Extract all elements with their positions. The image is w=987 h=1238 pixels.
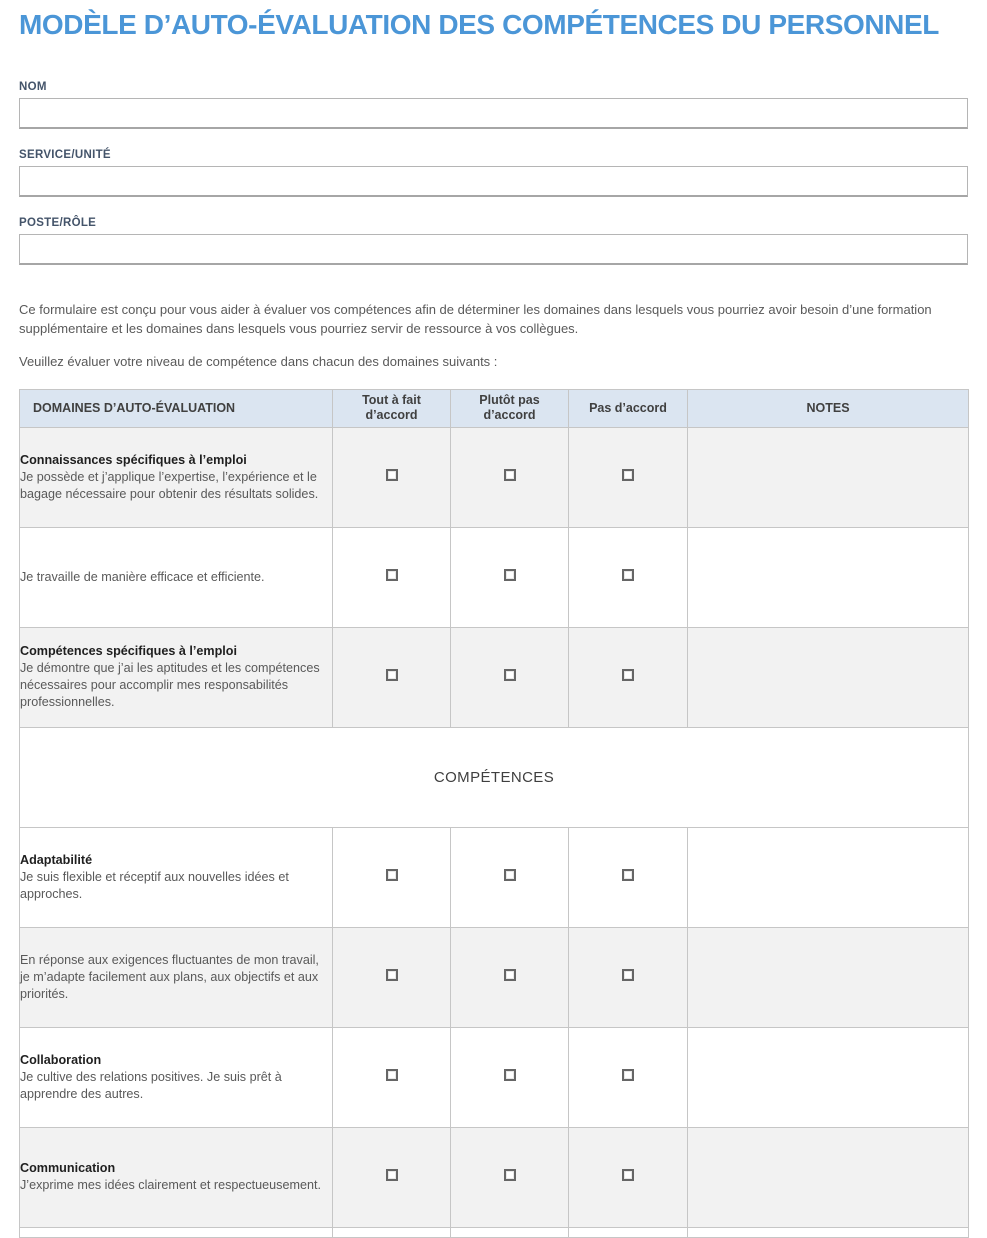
rating-cell-pas-daccord (569, 1027, 688, 1127)
checkbox-tout-a-fait-daccord[interactable] (386, 869, 398, 881)
domain-description: J’exprime mes idées clairement et respectueusement. (20, 1178, 321, 1193)
domain-title: Connaissances spécifiques à l’emploi (20, 452, 247, 467)
domain-cell (20, 427, 333, 527)
checkbox-plutot-pas-daccord[interactable] (504, 869, 516, 881)
domain-cell (20, 527, 333, 627)
checkbox-plutot-pas-daccord[interactable] (504, 969, 516, 981)
checkbox-tout-a-fait-daccord[interactable] (386, 969, 398, 981)
table-body (20, 427, 969, 1237)
rating-cell-pas-daccord (569, 427, 688, 527)
notes-cell[interactable] (688, 427, 969, 527)
domain-cell (20, 627, 333, 727)
notes-cell[interactable] (688, 1127, 969, 1227)
intro-paragraph-1: Ce formulaire est conçu pour vous aider à évaluer vos compétences afin de déterminer les domaines dans lesquels vous pourriez avoir besoin d’une formation supplémentaire et les domaines dans lesquels vous pourriez servir de ressource à vos collègues. (19, 301, 932, 336)
table-row (20, 1027, 969, 1127)
rating-cell-plutot-pas-daccord (451, 427, 569, 527)
checkbox-plutot-pas-daccord[interactable] (504, 569, 516, 581)
service-unite-label: SERVICE/UNITÉ (19, 148, 111, 161)
table-row (20, 1227, 969, 1237)
intro-paragraph-2: Veuillez évaluer votre niveau de compétence dans chacun des domaines suivants : (19, 353, 498, 369)
service-unite-input[interactable] (19, 166, 968, 197)
rating-cell-pas-daccord (569, 1227, 688, 1237)
rating-cell-tout-a-fait-daccord (333, 927, 451, 1027)
domain-cell (20, 1227, 333, 1237)
page-title: MODÈLE D’AUTO-ÉVALUATION DES COMPÉTENCES DU PERSONNEL (19, 9, 939, 40)
rating-cell-pas-daccord (569, 527, 688, 627)
notes-cell[interactable] (688, 827, 969, 927)
domain-description: Je suis flexible et réceptif aux nouvelles idées et approches. (20, 869, 289, 901)
checkbox-pas-daccord[interactable] (622, 969, 634, 981)
rating-cell-plutot-pas-daccord (451, 527, 569, 627)
column-header-notes: NOTES (688, 389, 969, 427)
intro-text (19, 300, 968, 371)
domain-cell (20, 1027, 333, 1127)
rating-cell-plutot-pas-daccord (451, 927, 569, 1027)
checkbox-pas-daccord[interactable] (622, 869, 634, 881)
table-header-row (20, 389, 969, 427)
domain-cell (20, 1127, 333, 1227)
checkbox-pas-daccord[interactable] (622, 1069, 634, 1081)
rating-cell-plutot-pas-daccord (451, 627, 569, 727)
rating-cell-pas-daccord (569, 1127, 688, 1227)
domain-description: Je cultive des relations positives. Je suis prêt à apprendre des autres. (20, 1069, 282, 1101)
rating-cell-tout-a-fait-daccord (333, 1027, 451, 1127)
notes-cell[interactable] (688, 1027, 969, 1127)
domain-cell (20, 927, 333, 1027)
column-header-tout-a-fait-daccord: Tout à fait d’accord (333, 389, 451, 427)
rating-cell-pas-daccord (569, 627, 688, 727)
column-header-pas-daccord: Pas d’accord (569, 389, 688, 427)
evaluation-table (19, 389, 969, 1238)
checkbox-plutot-pas-daccord[interactable] (504, 1069, 516, 1081)
table-row (20, 827, 969, 927)
checkbox-tout-a-fait-daccord[interactable] (386, 469, 398, 481)
notes-cell[interactable] (688, 927, 969, 1027)
checkbox-tout-a-fait-daccord[interactable] (386, 1169, 398, 1181)
notes-cell[interactable] (688, 527, 969, 627)
domain-title: Adaptabilité (20, 852, 93, 867)
field-poste-role (19, 217, 968, 265)
checkbox-pas-daccord[interactable] (622, 569, 634, 581)
domain-title: Collaboration (20, 1052, 102, 1067)
poste-role-input[interactable] (19, 234, 968, 265)
rating-cell-tout-a-fait-daccord (333, 627, 451, 727)
field-nom (19, 81, 968, 129)
table-row (20, 427, 969, 527)
rating-cell-tout-a-fait-daccord (333, 1227, 451, 1237)
section-row (20, 727, 969, 827)
column-header-domaines: DOMAINES D’AUTO-ÉVALUATION (20, 389, 333, 427)
rating-cell-tout-a-fait-daccord (333, 427, 451, 527)
form-page (0, 8, 987, 1238)
checkbox-pas-daccord[interactable] (622, 469, 634, 481)
table-row (20, 927, 969, 1027)
rating-cell-plutot-pas-daccord (451, 1027, 569, 1127)
domain-description: Je démontre que j’ai les aptitudes et les compétences nécessaires pour accomplir mes responsabilités professionnelles. (20, 661, 320, 710)
rating-cell-plutot-pas-daccord (451, 1227, 569, 1237)
checkbox-tout-a-fait-daccord[interactable] (386, 669, 398, 681)
checkbox-plutot-pas-daccord[interactable] (504, 669, 516, 681)
checkbox-tout-a-fait-daccord[interactable] (386, 1069, 398, 1081)
domain-cell (20, 827, 333, 927)
checkbox-pas-daccord[interactable] (622, 669, 634, 681)
column-header-plutot-pas-daccord: Plutôt pas d’accord (451, 389, 569, 427)
domain-description: Je possède et j’applique l’expertise, l’expérience et le bagage nécessaire pour obtenir des résultats solides. (20, 469, 319, 501)
table-row (20, 627, 969, 727)
nom-input[interactable] (19, 98, 968, 129)
poste-role-label: POSTE/RÔLE (19, 216, 97, 229)
rating-cell-tout-a-fait-daccord (333, 527, 451, 627)
field-service-unite (19, 149, 968, 197)
notes-cell[interactable] (688, 627, 969, 727)
checkbox-tout-a-fait-daccord[interactable] (386, 569, 398, 581)
table-row (20, 527, 969, 627)
checkbox-plutot-pas-daccord[interactable] (504, 1169, 516, 1181)
domain-title: Compétences spécifiques à l’emploi (20, 644, 237, 659)
section-header: COMPÉTENCES (20, 727, 969, 827)
domain-description: Je travaille de manière efficace et efficiente. (20, 569, 265, 584)
nom-label: NOM (19, 80, 47, 93)
rating-cell-tout-a-fait-daccord (333, 827, 451, 927)
rating-cell-plutot-pas-daccord (451, 827, 569, 927)
checkbox-plutot-pas-daccord[interactable] (504, 469, 516, 481)
table-row (20, 1127, 969, 1227)
domain-description: En réponse aux exigences fluctuantes de mon travail, je m’adapte facilement aux plans, aux objectifs et aux priorités. (20, 952, 319, 1001)
rating-cell-plutot-pas-daccord (451, 1127, 569, 1227)
checkbox-pas-daccord[interactable] (622, 1169, 634, 1181)
notes-cell[interactable] (688, 1227, 969, 1237)
rating-cell-pas-daccord (569, 827, 688, 927)
domain-title: Communication (20, 1161, 116, 1176)
rating-cell-pas-daccord (569, 927, 688, 1027)
rating-cell-tout-a-fait-daccord (333, 1127, 451, 1227)
